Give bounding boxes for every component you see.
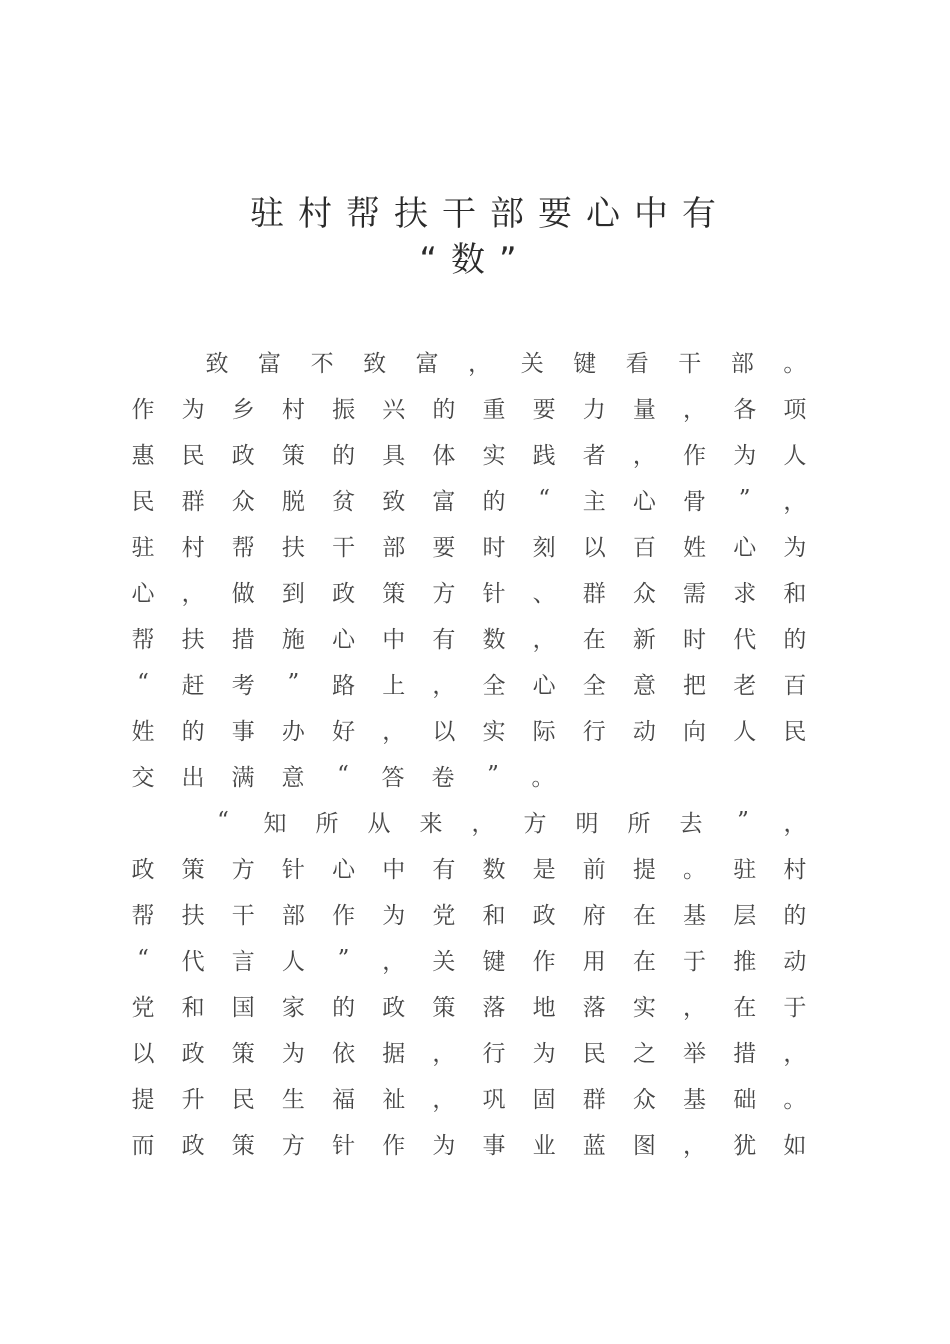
body-char: 在 — [632, 902, 656, 929]
body-char: 数 — [482, 856, 506, 883]
body-char: 者 — [582, 442, 606, 469]
body-char: 党 — [432, 902, 456, 929]
body-char: ” — [738, 486, 751, 512]
body-char: 政 — [532, 902, 556, 929]
body-char: “ — [137, 670, 149, 696]
body-char: 家 — [281, 994, 305, 1021]
body-char: 求 — [733, 580, 757, 607]
body-char: 刻 — [532, 534, 556, 561]
body-char: 富 — [432, 488, 456, 515]
body-char: ， — [632, 442, 656, 469]
body-char: 策 — [432, 994, 456, 1021]
body-char: 实 — [632, 994, 656, 1021]
body-char: 提 — [131, 1086, 155, 1113]
body-char: 新 — [632, 626, 656, 653]
body-char: 的 — [482, 488, 506, 515]
body-char: 的 — [181, 718, 205, 745]
body-char: 。 — [531, 764, 555, 791]
body-char: 的 — [783, 626, 807, 653]
body-char: 作 — [683, 442, 707, 469]
body-char: 政 — [332, 580, 356, 607]
body-char: 的 — [432, 396, 456, 423]
body-char: 帮 — [131, 626, 155, 653]
body-char: 行 — [582, 718, 606, 745]
body-char: 来 — [419, 810, 443, 837]
body-char: ” — [287, 670, 300, 696]
body-char: 上 — [382, 672, 406, 699]
body-char: 兴 — [382, 396, 406, 423]
body-char: 把 — [683, 672, 707, 699]
body-char: 时 — [482, 534, 506, 561]
body-line — [130, 390, 808, 424]
body-char: 升 — [181, 1086, 205, 1113]
body-char: 策 — [231, 1132, 255, 1159]
body-char: 具 — [382, 442, 406, 469]
body-char: 部 — [382, 534, 406, 561]
body-char: 群 — [582, 580, 606, 607]
body-char: 党 — [131, 994, 155, 1021]
body-char: 富 — [415, 350, 439, 377]
body-char: 府 — [582, 902, 606, 929]
body-char: ， — [181, 580, 205, 607]
body-char: ， — [783, 488, 807, 515]
body-char: 致 — [382, 488, 406, 515]
body-char: 方 — [432, 580, 456, 607]
body-char: 落 — [582, 994, 606, 1021]
body-char: ， — [783, 1040, 807, 1067]
body-char: 用 — [582, 948, 606, 975]
body-char: 帮 — [231, 534, 255, 561]
body-char: 有 — [432, 626, 456, 653]
body-char: 中 — [382, 856, 406, 883]
body-char: 需 — [683, 580, 707, 607]
body-char: 针 — [281, 856, 305, 883]
body-line — [204, 344, 808, 378]
body-char: 。 — [783, 1086, 807, 1113]
body-char: 人 — [733, 718, 757, 745]
body-char: 政 — [231, 442, 255, 469]
body-char: 姓 — [683, 534, 707, 561]
body-char: 富 — [258, 350, 282, 377]
body-char: 骨 — [683, 488, 707, 515]
body-char: 策 — [281, 442, 305, 469]
body-char: 的 — [332, 442, 356, 469]
body-char: ， — [382, 948, 406, 975]
body-char: 心 — [733, 534, 757, 561]
body-char: 以 — [131, 1040, 155, 1067]
body-char: 重 — [482, 396, 506, 423]
body-line — [130, 436, 808, 470]
body-char: 蓝 — [582, 1132, 606, 1159]
body-char: 脱 — [281, 488, 305, 515]
body-line — [130, 666, 808, 700]
body-char: 交 — [131, 764, 155, 791]
body-char: 心 — [632, 488, 656, 515]
body-char: 村 — [181, 534, 205, 561]
body-char: 事 — [231, 718, 255, 745]
body-char: ， — [783, 810, 807, 837]
body-char: 明 — [575, 810, 599, 837]
body-char: 有 — [432, 856, 456, 883]
body-char: ， — [468, 350, 492, 377]
body-char: 为 — [532, 1040, 556, 1067]
body-char: 和 — [181, 994, 205, 1021]
body-char: 帮 — [131, 902, 155, 929]
body-char: 是 — [532, 856, 556, 883]
body-char: 向 — [683, 718, 707, 745]
document-title-line-2: “数” — [419, 240, 531, 280]
body-char: 础 — [733, 1086, 757, 1113]
body-char: “ — [538, 486, 550, 512]
body-char: 。 — [783, 350, 807, 377]
body-char: 贫 — [332, 488, 356, 515]
body-char: 在 — [733, 994, 757, 1021]
body-char: 民 — [783, 718, 807, 745]
body-char: 好 — [332, 718, 356, 745]
body-char: 众 — [231, 488, 255, 515]
body-char: ， — [432, 1040, 456, 1067]
body-char: 中 — [382, 626, 406, 653]
body-char: 以 — [432, 718, 456, 745]
body-char: 提 — [632, 856, 656, 883]
body-char: 百 — [783, 672, 807, 699]
body-char: 键 — [482, 948, 506, 975]
body-char: 看 — [625, 350, 649, 377]
body-line — [130, 1126, 808, 1160]
body-char: 依 — [332, 1040, 356, 1067]
body-char: ， — [683, 994, 707, 1021]
body-char: 从 — [367, 810, 391, 837]
body-char: 振 — [332, 396, 356, 423]
body-char: 作 — [382, 1132, 406, 1159]
body-char: 推 — [733, 948, 757, 975]
body-char: 于 — [683, 948, 707, 975]
body-char: ， — [432, 1086, 456, 1113]
body-char: 举 — [683, 1040, 707, 1067]
body-char: 干 — [678, 350, 702, 377]
body-char: 固 — [532, 1086, 556, 1113]
body-char: 祉 — [382, 1086, 406, 1113]
body-char: 全 — [582, 672, 606, 699]
body-char: 赶 — [181, 672, 205, 699]
body-line — [130, 620, 808, 654]
body-char: 措 — [733, 1040, 757, 1067]
body-char: 的 — [332, 994, 356, 1021]
body-char: 的 — [783, 902, 807, 929]
body-char: 关 — [520, 350, 544, 377]
body-char: 时 — [683, 626, 707, 653]
body-char: 据 — [382, 1040, 406, 1067]
body-char: 践 — [532, 442, 556, 469]
body-char: 施 — [281, 626, 305, 653]
body-char: 满 — [231, 764, 255, 791]
body-char: 致 — [363, 350, 387, 377]
body-char: 致 — [205, 350, 229, 377]
body-char: ， — [683, 1132, 707, 1159]
body-char: 路 — [332, 672, 356, 699]
body-char: 为 — [733, 442, 757, 469]
body-char: 之 — [632, 1040, 656, 1067]
body-char: 部 — [281, 902, 305, 929]
body-line — [130, 988, 808, 1022]
body-char: 方 — [523, 810, 547, 837]
body-char: 意 — [281, 764, 305, 791]
body-line — [130, 1080, 808, 1114]
body-char: 针 — [482, 580, 506, 607]
body-char: 要 — [532, 396, 556, 423]
body-char: 各 — [733, 396, 757, 423]
body-char: 答 — [381, 764, 405, 791]
body-char: 主 — [582, 488, 606, 515]
body-char: 要 — [432, 534, 456, 561]
body-char: 所 — [627, 810, 651, 837]
body-char: 驻 — [131, 534, 155, 561]
body-char: 福 — [332, 1086, 356, 1113]
body-char: 基 — [683, 902, 707, 929]
body-char: 图 — [632, 1132, 656, 1159]
body-char: ， — [532, 626, 556, 653]
body-char: 为 — [432, 1132, 456, 1159]
body-char: 业 — [532, 1132, 556, 1159]
body-char: ， — [432, 672, 456, 699]
document-title-line-1: 驻村帮扶干部要心中有 — [250, 194, 730, 234]
body-char: 众 — [632, 1086, 656, 1113]
body-char: 策 — [382, 580, 406, 607]
body-char: 方 — [281, 1132, 305, 1159]
body-char: 心 — [532, 672, 556, 699]
body-char: 为 — [181, 396, 205, 423]
body-char: 地 — [532, 994, 556, 1021]
body-char: 作 — [131, 396, 155, 423]
body-line — [210, 804, 808, 838]
body-char: ” — [487, 762, 499, 788]
body-char: 作 — [532, 948, 556, 975]
body-char: 老 — [733, 672, 757, 699]
body-char: 民 — [131, 488, 155, 515]
body-char: 生 — [281, 1086, 305, 1113]
body-char: 政 — [181, 1040, 205, 1067]
body-char: 而 — [131, 1132, 155, 1159]
body-char: 键 — [573, 350, 597, 377]
body-char: 言 — [231, 948, 255, 975]
body-line — [130, 850, 808, 884]
body-char: 针 — [332, 1132, 356, 1159]
body-char: ， — [683, 396, 707, 423]
body-line — [130, 896, 808, 930]
body-line — [130, 712, 808, 746]
body-char: 全 — [482, 672, 506, 699]
body-char: 力 — [582, 396, 606, 423]
body-char: 落 — [482, 994, 506, 1021]
body-char: 群 — [582, 1086, 606, 1113]
body-line — [130, 574, 808, 608]
body-char: 层 — [733, 902, 757, 929]
body-char: 扶 — [181, 626, 205, 653]
body-char: 事 — [482, 1132, 506, 1159]
body-char: 民 — [181, 442, 205, 469]
body-char: 实 — [482, 718, 506, 745]
body-line — [130, 1034, 808, 1068]
body-char: 出 — [181, 764, 205, 791]
body-char: 众 — [632, 580, 656, 607]
body-char: 民 — [231, 1086, 255, 1113]
body-char: 如 — [783, 1132, 807, 1159]
body-char: 百 — [632, 534, 656, 561]
body-char: 和 — [482, 902, 506, 929]
body-char: 量 — [632, 396, 656, 423]
body-char: 行 — [482, 1040, 506, 1067]
body-char: 前 — [582, 856, 606, 883]
body-char: 干 — [231, 902, 255, 929]
body-char: “ — [217, 808, 229, 834]
body-char: 群 — [181, 488, 205, 515]
body-line — [130, 528, 808, 562]
body-char: ” — [737, 808, 749, 834]
body-char: 知 — [263, 810, 287, 837]
body-char: 乡 — [231, 396, 255, 423]
body-char: 村 — [783, 856, 807, 883]
body-char: 意 — [632, 672, 656, 699]
body-char: 动 — [632, 718, 656, 745]
body-char: 考 — [231, 672, 255, 699]
body-char: 惠 — [131, 442, 155, 469]
body-char: 卷 — [431, 764, 455, 791]
body-char: 到 — [281, 580, 305, 607]
body-char: 际 — [532, 718, 556, 745]
body-char: 部 — [730, 350, 754, 377]
body-char: 村 — [281, 396, 305, 423]
body-char: 数 — [482, 626, 506, 653]
body-char: 作 — [332, 902, 356, 929]
body-line — [130, 942, 808, 976]
body-char: 和 — [783, 580, 807, 607]
body-char: 动 — [783, 948, 807, 975]
body-char: 人 — [281, 948, 305, 975]
body-char: 代 — [181, 948, 205, 975]
body-char: 姓 — [131, 718, 155, 745]
body-char: 措 — [231, 626, 255, 653]
body-char: “ — [337, 762, 349, 788]
body-char: 为 — [783, 534, 807, 561]
body-char: 于 — [783, 994, 807, 1021]
body-char: 办 — [281, 718, 305, 745]
body-char: 、 — [532, 580, 556, 607]
body-char: 项 — [783, 396, 807, 423]
body-char: 国 — [231, 994, 255, 1021]
body-char: 政 — [382, 994, 406, 1021]
body-char: 扶 — [281, 534, 305, 561]
body-line — [130, 482, 808, 516]
body-char: ” — [337, 946, 350, 972]
body-char: 体 — [432, 442, 456, 469]
body-char: 心 — [332, 856, 356, 883]
body-char: 犹 — [733, 1132, 757, 1159]
body-char: 巩 — [482, 1086, 506, 1113]
body-char: 心 — [131, 580, 155, 607]
body-char: 策 — [231, 1040, 255, 1067]
body-char: 扶 — [181, 902, 205, 929]
body-char: ， — [471, 810, 495, 837]
body-char: 所 — [315, 810, 339, 837]
body-char: 为 — [382, 902, 406, 929]
body-char: 实 — [482, 442, 506, 469]
body-char: 策 — [181, 856, 205, 883]
body-char: 政 — [181, 1132, 205, 1159]
body-char: “ — [137, 946, 149, 972]
body-char: 做 — [231, 580, 255, 607]
body-char: 。 — [683, 856, 707, 883]
body-char: 驻 — [733, 856, 757, 883]
body-char: 关 — [432, 948, 456, 975]
body-char: 去 — [679, 810, 703, 837]
body-char: 以 — [582, 534, 606, 561]
body-line — [130, 758, 808, 792]
body-char: 基 — [683, 1086, 707, 1113]
body-char: 为 — [281, 1040, 305, 1067]
body-char: 方 — [231, 856, 255, 883]
body-char: ， — [382, 718, 406, 745]
body-char: 在 — [582, 626, 606, 653]
body-char: 民 — [582, 1040, 606, 1067]
body-char: 代 — [733, 626, 757, 653]
body-char: 干 — [332, 534, 356, 561]
body-char: 在 — [632, 948, 656, 975]
body-char: 人 — [783, 442, 807, 469]
body-char: 政 — [131, 856, 155, 883]
body-char: 心 — [332, 626, 356, 653]
body-char: 不 — [310, 350, 334, 377]
